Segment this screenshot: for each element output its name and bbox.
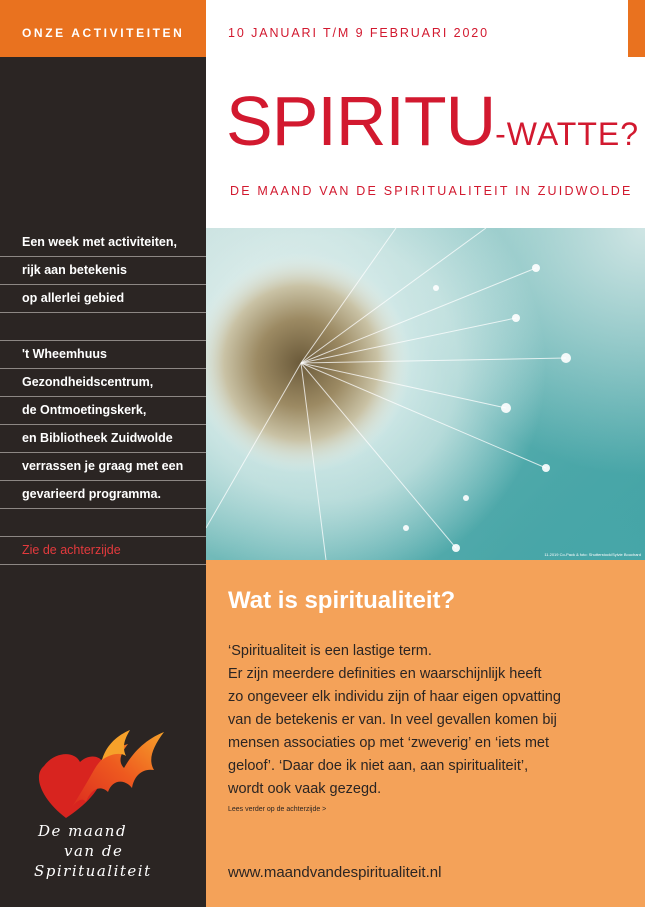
list-item-text: 't Wheemhuus xyxy=(22,347,107,361)
photo-credit: 11.2019 Co-Pack & foto: Shutterstock/Sylvie Bouchard xyxy=(544,552,641,557)
event-date: 10 JANUARI T/M 9 FEBRUARI 2020 xyxy=(228,26,490,40)
logo-text-line3: Spiritualiteit xyxy=(34,862,152,880)
list-item xyxy=(0,228,206,257)
section-label: ONZE ACTIVITEITEN xyxy=(22,26,185,40)
paragraph-line: ‘Spiritualiteit is een lastige term. xyxy=(228,643,432,659)
title-suffix: -WATTE? xyxy=(495,116,640,152)
list-item-text: gevarieerd programma. xyxy=(22,487,161,501)
list-item xyxy=(0,284,206,313)
logo-text-line1: De maand xyxy=(38,822,128,840)
list-item xyxy=(0,256,206,285)
list-item-text: Een week met activiteiten, xyxy=(22,235,177,249)
dandelion-image xyxy=(206,228,645,560)
paragraph-line: geloof’. ‘Daar doe ik niet aan, aan spiritualiteit’, xyxy=(228,758,529,774)
list-item xyxy=(0,424,206,453)
list-item-text: op allerlei gebied xyxy=(22,291,125,305)
intro-heading: Wat is spiritualiteit? xyxy=(228,587,456,614)
paragraph-line: van de betekenis er van. In veel gevallen komen bij xyxy=(228,712,557,728)
paragraph-line: zo ongeveer elk individu zijn of haar eigen opvatting xyxy=(228,689,561,705)
list-item xyxy=(0,368,206,397)
list-item-text: en Bibliotheek Zuidwolde xyxy=(22,431,173,445)
flame-heart-icon xyxy=(24,718,194,828)
paragraph-line: wordt ook vaak gezegd. xyxy=(228,781,382,797)
see-back-text[interactable]: Zie de achterzijde xyxy=(22,543,121,557)
list-item xyxy=(0,508,206,537)
read-more-link[interactable]: Lees verder op de achterzijde > xyxy=(228,806,327,813)
list-item xyxy=(0,396,206,425)
page-title xyxy=(226,82,640,160)
list-item-text: Gezondheidscentrum, xyxy=(22,375,154,389)
list-item xyxy=(0,340,206,369)
list-item-text: de Ontmoetingskerk, xyxy=(22,403,147,417)
intro-paragraph xyxy=(228,640,633,801)
paragraph-line: mensen associaties op met ‘zweverig’ en ‘iets met xyxy=(228,735,550,751)
paragraph-line: Er zijn meerdere definities en waarschijnlijk heeft xyxy=(228,666,542,682)
see-back-link[interactable] xyxy=(0,536,206,565)
logo xyxy=(24,718,194,893)
list-item xyxy=(0,452,206,481)
section-label-bar xyxy=(0,0,206,57)
list-item-text: verrassen je graag met een xyxy=(22,459,184,473)
dandelion-photo xyxy=(206,228,645,560)
list-item-text: rijk aan betekenis xyxy=(22,263,127,277)
page-subtitle: DE MAAND VAN DE SPIRITUALITEIT IN ZUIDWOLDE xyxy=(230,184,633,198)
orange-tab xyxy=(628,0,645,57)
logo-text-line2: van de xyxy=(64,842,124,860)
list-item xyxy=(0,480,206,509)
list-item xyxy=(0,312,206,341)
title-main: SPIRITU xyxy=(226,82,496,160)
intro-section xyxy=(206,560,645,907)
website-link[interactable]: www.maandvandespiritualiteit.nl xyxy=(228,864,442,881)
